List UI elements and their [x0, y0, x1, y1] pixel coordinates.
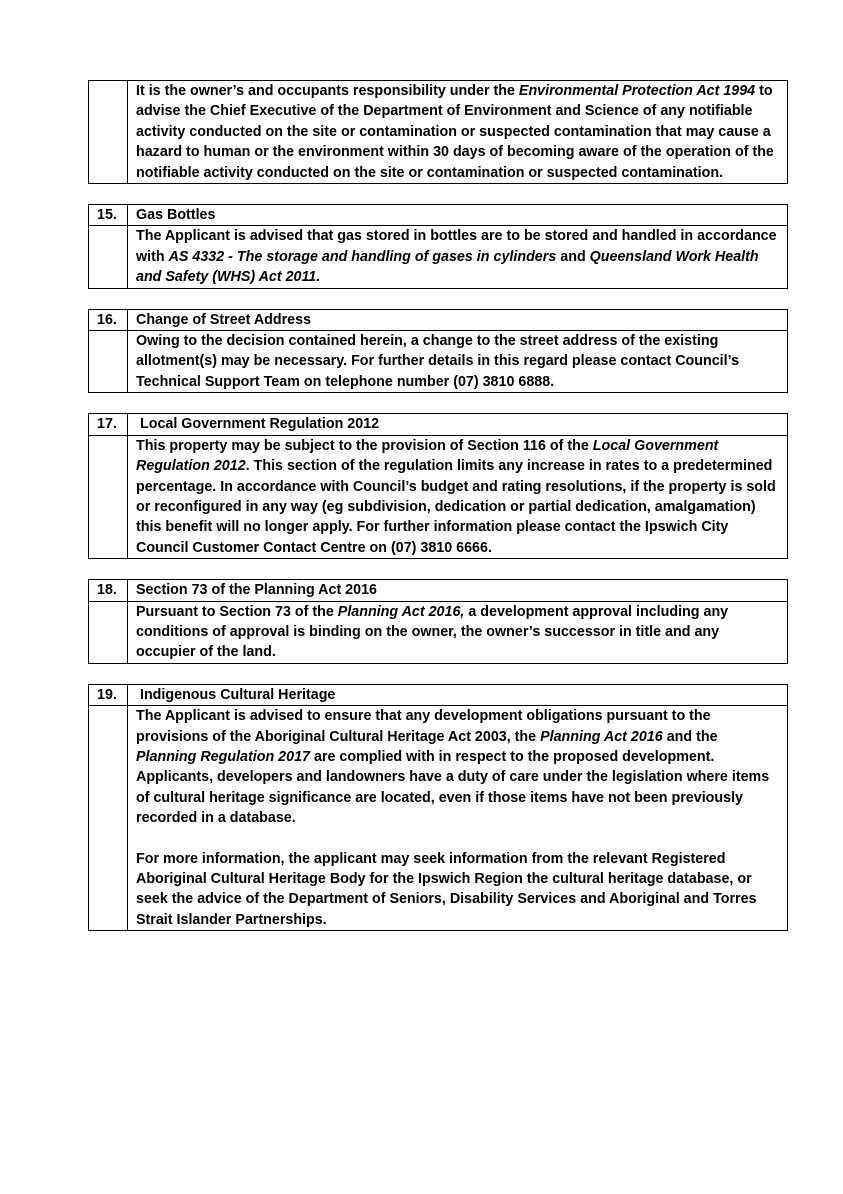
- act-name: Environmental Protection Act 1994: [518, 83, 756, 99]
- paragraph-1: The Applicant is advised to ensure that any development obligations pursuant to the provisions of the Aboriginal Cultural Heritage Act 2003, the Planning Act 2016 and the Planning Regulation 2017 are complied with in respect to the proposed development. Applicants, developers and landowners have a duty of care under the legislation where items of cultural heritage significance are located, even if those items have not been previously recorded in a database.: [136, 708, 770, 827]
- standard-name: AS 4332 - The storage and handling of gases in cylinders: [168, 248, 557, 265]
- condition-text: It is the owner’s and occupants responsibility under the Environmental Protection Act 1994 to advise the Chief Executive of the Department of Environment and Science of any notifiable activity conducted on the site or contamination or suspected contamination that may cause a hazard to human or the environment within 30 days of becoming aware of the operation of the notifiable activity conducted on the site or contamination or suspected contamination.: [128, 81, 788, 184]
- paragraph-gap: [136, 829, 781, 849]
- condition-table-17: [88, 413, 788, 559]
- act-name: Planning Act 2016,: [337, 603, 465, 620]
- number-cell: [89, 331, 128, 393]
- condition-title: Indigenous Cultural Heritage: [128, 684, 788, 705]
- act-name: Queensland Work Health and Safety (WHS) Act 2011.: [136, 248, 759, 286]
- condition-text: Owing to the decision contained herein, a change to the street address of the existing allotment(s) may be necessary. For further details in this regard please contact Council’s Technical Support Team on telephone number (07) 3810 6888.: [128, 331, 788, 393]
- condition-title: Section 73 of the Planning Act 2016: [128, 580, 788, 601]
- number-cell: [89, 706, 128, 931]
- number-cell: [89, 601, 128, 663]
- number-cell: [89, 81, 128, 184]
- condition-table-19: [88, 684, 788, 931]
- condition-table-18: [88, 579, 788, 664]
- condition-title: Gas Bottles: [128, 205, 788, 226]
- number-cell: [89, 226, 128, 288]
- condition-number: 16.: [89, 309, 128, 330]
- condition-table-15: [88, 204, 788, 289]
- regulation-name: Local Government Regulation 2012: [136, 437, 719, 475]
- condition-table-intro: [88, 80, 788, 184]
- condition-number: 17.: [89, 414, 128, 435]
- condition-text: [128, 706, 788, 931]
- paragraph-2: For more information, the applicant may seek information from the relevant Registered Aboriginal Cultural Heritage Body for the Ipswich Region the cultural heritage database, or seek the advice of the Department of Seniors, Disability Services and Aboriginal and Torres Strait Islander Partnerships.: [136, 850, 757, 928]
- condition-title: Local Government Regulation 2012: [128, 414, 788, 435]
- condition-number: 18.: [89, 580, 128, 601]
- regulation-name: Planning Regulation 2017: [136, 748, 310, 765]
- document-page: [88, 80, 788, 951]
- condition-text: The Applicant is advised that gas stored in bottles are to be stored and handled in accordance with AS 4332 - The storage and handling of gases in cylinders and Queensland Work Health and Safety (WHS) Act 2011.: [128, 226, 788, 288]
- condition-number: 19.: [89, 684, 128, 705]
- condition-title: Change of Street Address: [128, 309, 788, 330]
- condition-text: This property may be subject to the provision of Section 116 of the Local Government Regulation 2012. This section of the regulation limits any increase in rates to a predetermined percentage. In accordance with Council’s budget and rating resolutions, if the property is sold or reconfigured in any way (eg subdivision, dedication or partial dedication, amalgamation) this benefit will no longer apply. For further information please contact the Ipswich City Council Customer Contact Centre on (07) 3810 6666.: [128, 435, 788, 558]
- act-name: Planning Act 2016: [540, 728, 663, 745]
- condition-table-16: [88, 309, 788, 394]
- number-cell: [89, 435, 128, 558]
- condition-number: 15.: [89, 205, 128, 226]
- condition-text: Pursuant to Section 73 of the Planning Act 2016, a development approval including any conditions of approval is binding on the owner, the owner’s successor in title and any occupier of the land.: [128, 601, 788, 663]
